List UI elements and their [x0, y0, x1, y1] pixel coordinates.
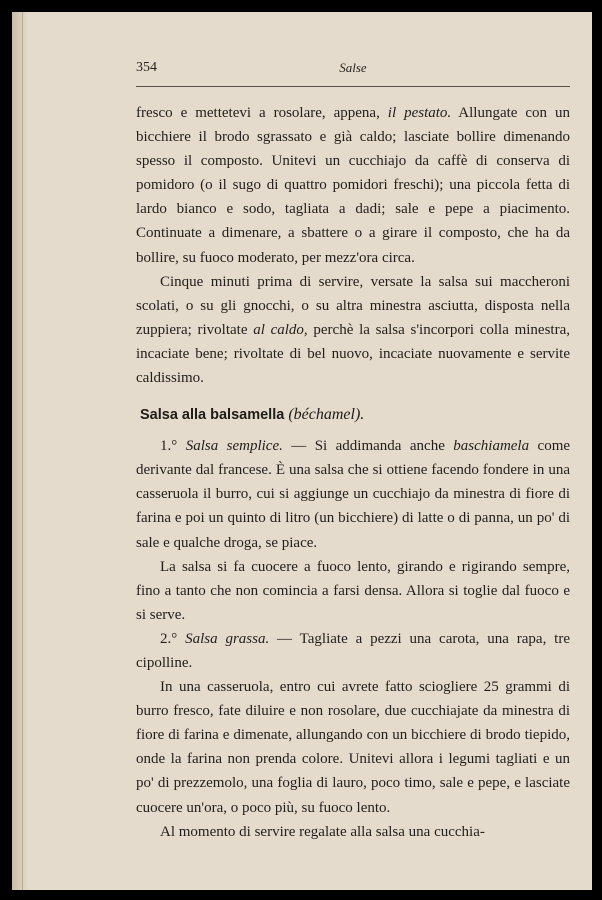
- text-run: Cinque minuti prima di servire, versate la salsa sui maccheroni scolati, o su gli gnocchi, o su altra minestra asciutta, disposta nella zuppiera; rivoltate: [136, 273, 570, 338]
- text-run: — Si addimanda anche: [282, 438, 454, 455]
- italic-term: al caldo,: [253, 321, 308, 338]
- italic-term: Salsa semplice.: [185, 438, 283, 455]
- book-page: [12, 12, 592, 890]
- paragraph-casseruola: [136, 675, 570, 820]
- text-run: La salsa si fa cuocere a fuoco lento, girando e rigirando sempre, fino a tanto che non comincia a farsi densa. Allora si toglie dal fuoco e si serve.: [136, 558, 570, 623]
- running-title: Salse: [339, 60, 367, 75]
- section-heading: [136, 404, 570, 426]
- paragraph-serving: [136, 270, 570, 390]
- italic-term: baschiamela: [453, 438, 530, 455]
- page-header: [136, 60, 570, 82]
- paragraph-continuation: [136, 101, 570, 270]
- gutter-edge: [22, 12, 23, 890]
- paragraph-salsa-semplice: [136, 434, 570, 554]
- text-run: Allungate con un bicchiere il brodo sgrassato e già caldo; lasciate bollire dimenando spesso il composto. Unitevi un cucchiajo da caffè di conserva di pomidoro (o il sugo di quattro pomidori freschi); una piccola fetta di lardo bianco e sodo, tagliata a dadi; sale e pepe a piacimento. Continuate a dimenare, a sbattere o a girare il composto, che ha da bollire, su fuoco moderato, per mezz'ora circa.: [136, 105, 570, 266]
- section-subtitle: (béchamel).: [288, 406, 365, 424]
- item-number: 1.°: [160, 438, 178, 455]
- italic-term: Salsa grassa.: [185, 630, 270, 647]
- page-number: 354: [136, 60, 157, 75]
- item-number: 2.°: [160, 630, 178, 647]
- text-run: — Tagliate a pezzi una carota, una rapa, tre cipolline.: [136, 630, 570, 671]
- section-title: Salsa alla balsamella: [140, 407, 285, 424]
- text-run: perchè la salsa s'incorpori colla minestra, incaciate bene; rivoltate di bel nuovo, incaciate nuovamente e servite caldissimo.: [136, 321, 570, 387]
- paragraph-salsa-grassa: [136, 627, 570, 675]
- text-run: Al momento di servire regalate alla salsa una cucchia-: [160, 823, 485, 840]
- text-run: In una casseruola, entro cui avrete fatto sciogliere 25 grammi di burro fresco, fate diluire e non rosolare, due cucchiajate da minestra di fiore di farina e dimenate, allungando con un bicchiere di brodo tiepido, onde la farina non prenda colore. Unitevi allora i legumi tagliati e un po' di prezzemolo, una foglia di lauro, poco timo, sale e pepe, e lasciate cuocere un'ora, o poco più, su fuoco lento.: [136, 679, 570, 816]
- italic-term: il pestato.: [387, 105, 452, 121]
- page-body: [136, 101, 570, 844]
- header-rule: [136, 86, 570, 87]
- paragraph-final: [136, 820, 570, 844]
- text-run: fresco e mettetevi a rosolare, appena,: [136, 105, 388, 121]
- text-run: come derivante dal francese. È una salsa che si ottiene facendo fondere in una casseruola il burro, cui si aggiunge un cucchiajo da minestra di fiore di farina e poi un quinto di litro (un bicchiere) di latte o di panna, un po' di sale e qualche droga, se piace.: [136, 438, 571, 551]
- page-gutter: [12, 12, 28, 890]
- paragraph-cooking: [136, 555, 570, 627]
